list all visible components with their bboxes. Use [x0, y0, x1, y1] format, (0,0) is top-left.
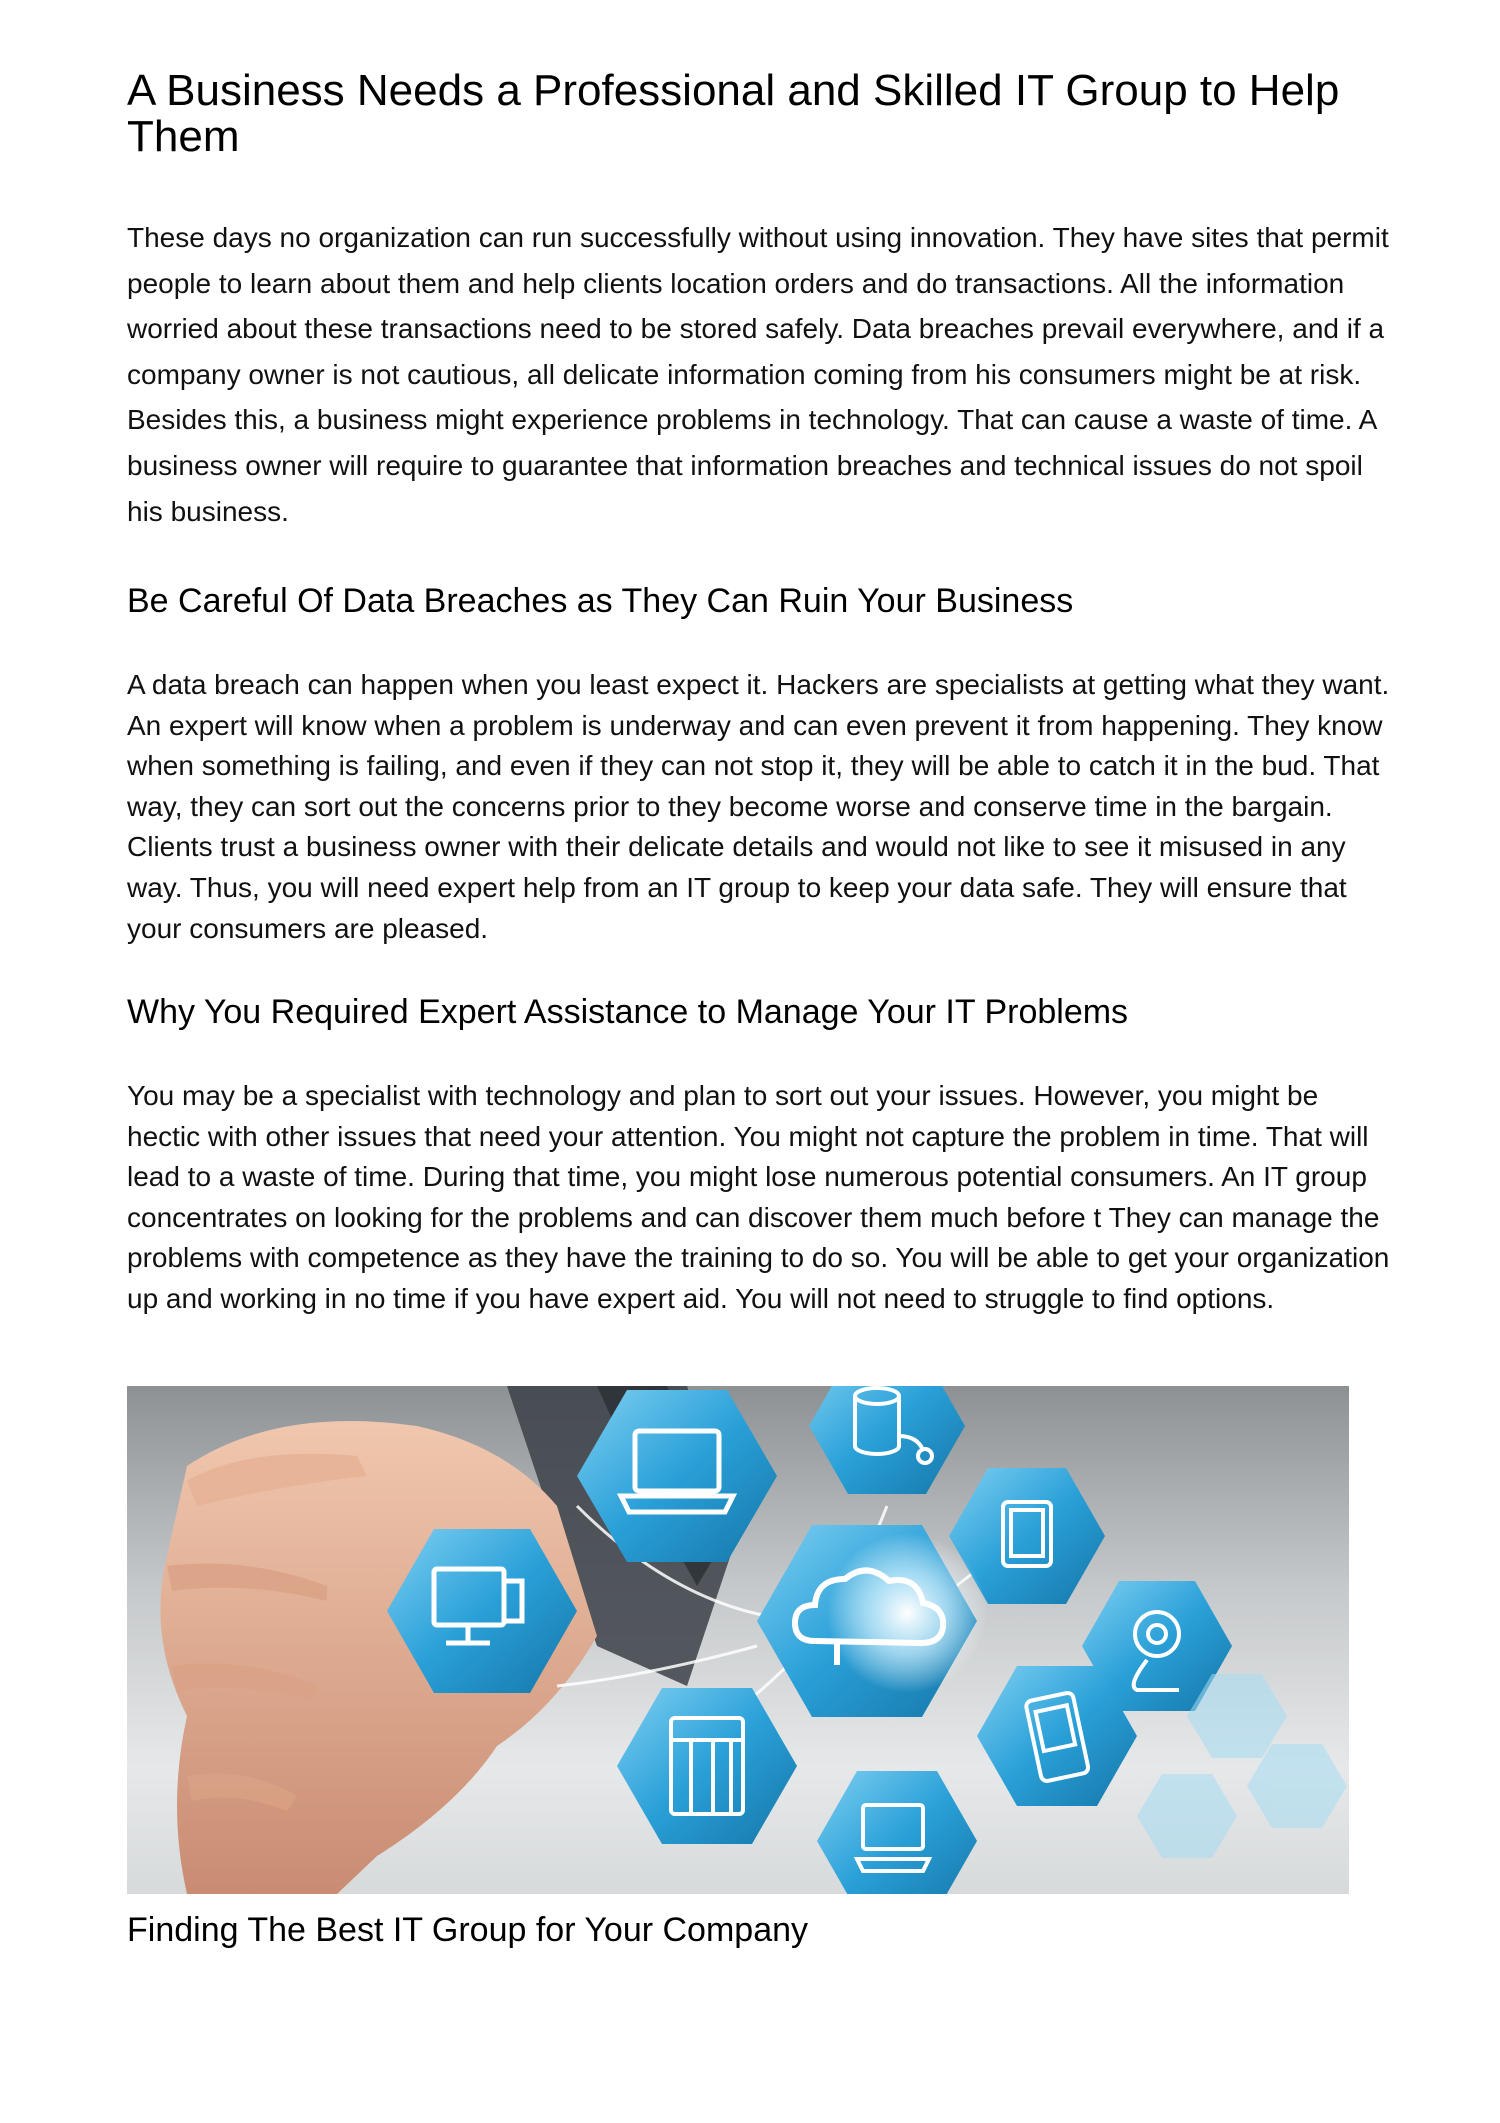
intro-paragraph: These days no organization can run successfully without using innovation. They have sites that permit people to learn about them and help clients location orders and do transactions. All the information worried about these transactions need to be stored safely. Data breaches prevail everywhere, and if a company owner is not cautious, all delicate information coming from his consumers might be at risk. Besides this, a business might experience problems in technology. That can cause a waste of time. A business owner will require to guarantee that information breaches and technical issues do not spoil his business. [127, 222, 1389, 527]
section-heading-finding-it-group: Finding The Best IT Group for Your Company [127, 1911, 809, 1949]
it-network-hero-image [127, 1386, 1349, 1894]
hexagon-cloud [757, 1525, 987, 1717]
page-title: A Business Needs a Professional and Skilled IT Group to Help Them [127, 66, 1340, 161]
section-body-data-breaches: A data breach can happen when you least expect it. Hackers are specialists at getting what they want. An expert will know when a problem is underway and can even prevent it from happening. They know when something is failing, and even if they can not stop it, they will be able to catch it in the bud. That way, they can sort out the concerns prior to they become worse and conserve time in the bargain. Clients trust a business owner with their delicate details and would not like to see it misused in any way. Thus, you will need expert help from an IT group to keep your data safe. They will ensure that your consumers are pleased. [127, 669, 1390, 944]
section-body-expert-assistance: You may be a specialist with technology and plan to sort out your issues. However, you might be hectic with other issues that need your attention. You might not capture the problem in time. That will lead to a waste of time. During that time, you might lose numerous potential consumers. An IT group concentrates on looking for the problems and can discover them much before t They can manage the problems with competence as they have the training to do so. You will be able to get your organization up and working in no time if you have expert aid. You will not need to struggle to find options. [127, 1080, 1390, 1314]
section-heading-expert-assistance: Why You Required Expert Assistance to Manage Your IT Problems [127, 993, 1129, 1031]
section-heading-data-breaches: Be Careful Of Data Breaches as They Can Ruin Your Business [127, 582, 1074, 620]
hexagon-server [617, 1688, 797, 1844]
hexagon-computer [817, 1771, 977, 1894]
hexagon-database [809, 1386, 965, 1494]
